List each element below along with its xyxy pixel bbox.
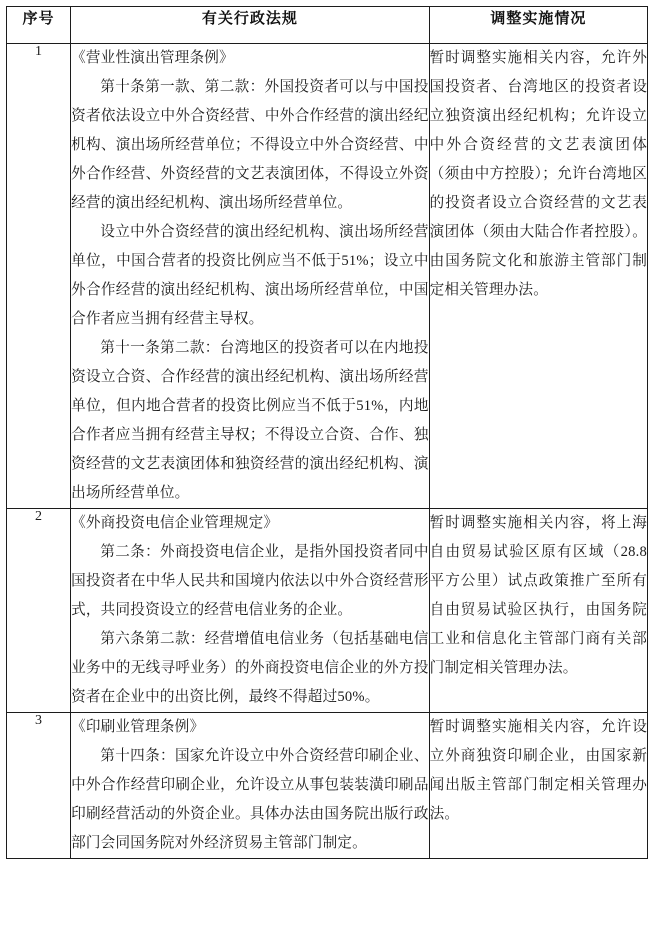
row-sequence-number: 2	[7, 509, 71, 713]
regulation-paragraph: 第六条第二款：经营增值电信业务（包括基础电信业务中的无线寻呼业务）的外商投资电信企业的外方投资者在企业中的出资比例，最终不得超过50%。	[71, 631, 429, 705]
table-header-row	[7, 7, 648, 44]
regulation-paragraph: 第二条：外商投资电信企业，是指外国投资者同中国投资者在中华人民共和国境内依法以中外合资经营形式，共同投资设立的经营电信业务的企业。	[71, 544, 429, 618]
status-text: 暂时调整实施相关内容，允许设立外商独资印刷企业，由国家新闻出版主管部门制定相关管理办法。	[429, 719, 647, 822]
column-header-seq: 序号	[7, 7, 71, 44]
regulation-paragraph: 第十一条第二款：台湾地区的投资者可以在内地投资设立合资、合作经营的演出经纪机构、演出场所经营单位，但内地合营者的投资比例应当不低于51%，内地合作者应当拥有经营主导权；不得设立合资、合作、独资经营的文艺表演团体和独资经营的演出经纪机构、演出场所经营单位。	[71, 340, 429, 501]
regulation-paragraph: 设立中外合资经营的演出经纪机构、演出场所经营单位，中国合营者的投资比例应当不低于51%；设立中外合作经营的演出经纪机构、演出场所经营单位，中国合作者应当拥有经营主导权。	[71, 224, 429, 327]
regulation-cell	[71, 509, 430, 713]
table-row	[7, 44, 648, 509]
table-row	[7, 713, 648, 859]
regulation-title: 《营业性演出管理条例》	[71, 50, 234, 66]
status-cell	[429, 713, 647, 859]
status-text: 暂时调整实施相关内容，将上海自由贸易试验区原有区域（28.8平方公里）试点政策推广至所有自由贸易试验区执行，由国务院工业和信息化主管部门商有关部门制定相关管理办法。	[429, 515, 647, 676]
column-header-regulation: 有关行政法规	[71, 7, 430, 44]
status-cell	[429, 509, 647, 713]
table-body	[7, 44, 648, 859]
row-sequence-number: 3	[7, 713, 71, 859]
regulation-cell	[71, 713, 430, 859]
regulation-paragraph: 第十四条：国家允许设立中外合资经营印刷企业、中外合作经营印刷企业，允许设立从事包装装潢印刷品印刷经营活动的外资企业。具体办法由国务院出版行政部门会同国务院对外经济贸易主管部门制定。	[71, 748, 429, 851]
status-cell	[429, 44, 647, 509]
regulation-title: 《外商投资电信企业管理规定》	[71, 515, 279, 531]
table-row	[7, 509, 648, 713]
regulation-adjustment-table	[6, 6, 648, 859]
column-header-status: 调整实施情况	[429, 7, 647, 44]
row-sequence-number: 1	[7, 44, 71, 509]
regulation-cell	[71, 44, 430, 509]
regulation-title: 《印刷业管理条例》	[71, 719, 205, 735]
status-text: 暂时调整实施相关内容，允许外国投资者、台湾地区的投资者设立独资演出经纪机构；允许设立中外合资经营的文艺表演团体（须由中方控股）；允许台湾地区的投资者设立合资经营的文艺表演团体（须由大陆合作者控股）。由国务院文化和旅游主管部门制定相关管理办法。	[429, 50, 647, 298]
regulation-paragraph: 第十条第一款、第二款：外国投资者可以与中国投资者依法设立中外合资经营、中外合作经营的演出经纪机构、演出场所经营单位；不得设立中外合资经营、中外合作经营、外资经营的文艺表演团体，不得设立外资经营的演出经纪机构、演出场所经营单位。	[71, 79, 429, 211]
